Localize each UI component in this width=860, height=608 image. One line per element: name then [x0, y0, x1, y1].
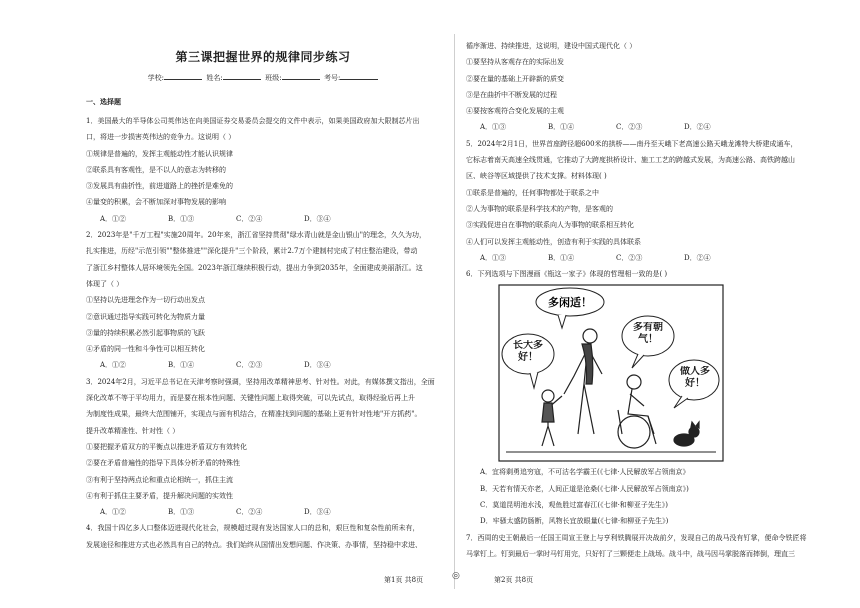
class-label: 班级:: [265, 74, 282, 82]
bubble-left-text: 长大多好！: [513, 340, 543, 364]
name-blank[interactable]: [223, 73, 261, 80]
option-line[interactable]: C．莫道昆明池水浅，观鱼胜过富春江(《七律·和柳亚子先生》): [480, 501, 669, 510]
option-a[interactable]: A．①②: [100, 214, 127, 223]
statement-line: ②意识通过指导实践可转化为物质力量: [86, 312, 205, 321]
statement-line: ④要按客观符合变化发展的主观: [466, 107, 564, 116]
question-line: 体现了（ ）: [86, 279, 124, 288]
statement-line: ④矛盾的同一性和斗争性可以相互转化: [86, 345, 205, 354]
exam-no-blank[interactable]: [340, 73, 378, 80]
question-line: 7．西周的史王朝最后一任国王周宣王登上与亨利铁腾展开决战前夕，发现自己的战马没有钉掌，便命令铁匠将: [466, 533, 807, 542]
family-cartoon: [498, 284, 724, 462]
option-d[interactable]: D．③④: [304, 508, 331, 517]
bubble-top-text: 多闲适！: [548, 296, 592, 310]
answer-options: [86, 504, 440, 520]
statement-line: ①坚持以先进理念作为一切行动出发点: [86, 296, 205, 305]
page-number-right: 第2页 共8页: [494, 576, 534, 584]
statement-line: ①要把握矛盾双方的平衡点以推进矛盾双方有效转化: [86, 442, 247, 451]
option-line[interactable]: A．宜将剩勇追穷寇，不可沽名学霸王(《七律·人民解放军占领南京》: [480, 468, 690, 477]
option-d[interactable]: D．③④: [304, 214, 331, 223]
option-b[interactable]: B．①④: [548, 123, 575, 132]
question-line: 深化改革不等于平均用力，而是要在根本性问题、关键性问题上取得突破，可以先试点，取得经验后再上升: [86, 394, 415, 403]
statement-line: ②人为事物的联系是科学技术的产物，是客观的: [466, 204, 613, 213]
option-d[interactable]: D．②④: [684, 253, 711, 262]
question-line: 提升改革精准性、针对性（ ）: [86, 426, 180, 435]
question-line: 5．2024年2月1日，世界首座跨径超600米的拱桥——南丹至天峨下老高速公路天峨龙滩特大桥建成通车，: [466, 139, 798, 148]
statement-line: ②联系具有客观性，是不以人的意志为转移的: [86, 165, 226, 174]
exam-no-label: 考号:: [324, 74, 341, 82]
school-label: 学校:: [147, 74, 164, 82]
bubble-mid-text: 多有朝气！: [633, 322, 663, 346]
question-line: 了浙江乡村整体人居环境领先全国。2023年浙江继续积极行动，提出力争到2035年，全面建成美丽浙江。这: [86, 263, 423, 272]
option-c[interactable]: C．②③: [236, 361, 263, 370]
answer-options: [466, 250, 822, 266]
option-c[interactable]: C．②④: [236, 508, 263, 517]
option-a[interactable]: A．①②: [100, 361, 127, 370]
option-c[interactable]: C．②④: [236, 214, 263, 223]
name-label: 姓名:: [206, 74, 223, 82]
student-info-row: [86, 73, 440, 83]
statement-line: ③实践促进自在事物的联系向人为事物的联系相互转化: [466, 221, 634, 230]
option-d[interactable]: D．③④: [304, 361, 331, 370]
question-line: 它标志着南天高速全线贯通，它推动了大跨度拱桥设计、施工工艺的跨越式发展，为高速公路、高铁跨越山: [466, 156, 795, 165]
right-page: [456, 0, 860, 608]
statement-line: ③是在曲折中不断发展的过程: [466, 90, 557, 99]
question-line: 循序渐进、持续推进，这说明，建设中国式现代化（ ）: [466, 42, 637, 50]
option-line[interactable]: D．牢骚太盛防肠断，风物长宜放眼量(《七律·和柳亚子先生》): [480, 517, 669, 526]
class-blank[interactable]: [282, 73, 320, 80]
statement-line: ④有利于抓住主要矛盾，提升解决问题的实效性: [86, 491, 233, 500]
binding-mark: ◎: [452, 571, 460, 581]
page-title: 第三课把握世界的规律同步练习: [175, 50, 351, 64]
option-b[interactable]: B．①③: [168, 508, 195, 517]
question-line: 1．美国最大的半导体公司英伟达在向美国证券交易委员会提交的文件中表示，如果美国政府加大限制芯片出: [86, 117, 420, 125]
statement-line: ③量的持续积累必然引起事物质的飞跃: [86, 328, 205, 337]
statement-line: ④人们可以发挥主观能动性，创造有利于实践的具体联系: [466, 237, 641, 246]
question-line: 马掌钉上。钉到最后一掌时马钉用完，只好钉了三颗便走上战场。战斗中，战马因马掌脱落而摔倒，理直三: [466, 549, 795, 558]
answer-options: [466, 119, 822, 135]
page-number-left: 第1页 共8页: [384, 576, 424, 584]
option-c[interactable]: C．②③: [616, 123, 643, 132]
statement-line: ②要在矛盾普遍性的指导下具体分析矛盾的特殊性: [86, 459, 240, 468]
question-line: 区、峡谷等区域提供了技术支撑。材料体现( ): [466, 172, 607, 181]
option-line[interactable]: B．天若有情天亦老，人间正道是沧桑(《七律·人民解放军占领南京》): [480, 484, 689, 493]
option-b[interactable]: B．①③: [168, 214, 195, 223]
question-line: 2．2023年是"千万工程"实施20周年。20年来，浙江省坚持贯彻"绿水青山就是金山银山"的理念，久久为功，: [86, 231, 426, 240]
question-line: 3．2024年2月，习近平总书记在天津考察时强调，坚持用改革精神思考、针对性。对此，有媒体撰文指出，全面: [86, 377, 435, 386]
question-line: 4．我国十四亿多人口整体迈进现代化社会，规模超过现有发达国家人口的总和，艰巨性和复杂性前所未有，: [86, 524, 420, 533]
question-line: 发展途径和推进方式也必然具有自己的特点。我们始终从国情出发想问题、作决策、办事情，坚持稳中求进、: [86, 540, 422, 549]
option-c[interactable]: C．②③: [616, 253, 643, 262]
option-a[interactable]: A．①③: [480, 123, 507, 132]
option-b[interactable]: B．①④: [168, 361, 195, 370]
question-line: 为制度性成果，最终大范围铺开，实现点与面有机结合，在精准找到问题的基础上更有针对性地"开方抓药"。: [86, 410, 422, 419]
statement-line: ③发展具有曲折性，前进道路上的挫折是难免的: [86, 182, 233, 191]
option-a[interactable]: A．①②: [100, 508, 127, 517]
statement-line: ②要在量的基础上开辟新的质变: [466, 74, 564, 83]
bubble-right-text: 做人多好！: [680, 366, 710, 390]
question-line: 扎实推进，历经"示范引领""整体推进""深化提升"三个阶段，累计2.7万个建制村完成了村庄整治建设，带动: [86, 247, 418, 256]
option-b[interactable]: B．①④: [548, 253, 575, 262]
question-line: 6．下列选项与下图漫画《瓶这一家子》体现的哲理相一致的是( ): [466, 270, 668, 279]
option-d[interactable]: D．②④: [684, 123, 711, 132]
statement-line: ①规律是普遍的，发挥主观能动性才能认识规律: [86, 149, 233, 158]
page-divider: [454, 34, 455, 589]
section-heading: 一、选择题: [86, 98, 121, 106]
option-a[interactable]: A．①③: [480, 253, 507, 262]
statement-line: ③有利于坚持两点论和重点论相统一，抓住主流: [86, 475, 233, 484]
statement-line: ①要坚持从客观存在的实际出发: [466, 58, 564, 67]
school-blank[interactable]: [164, 73, 202, 80]
answer-options: [86, 357, 440, 373]
statement-line: ①联系是普遍的，任何事物都处于联系之中: [466, 188, 599, 197]
question-line: 口，将进一步损害英伟达的竞争力。这说明（ ）: [86, 133, 236, 142]
statement-line: ④量变的积累，会不断加深对事物发展的影响: [86, 198, 226, 207]
answer-options: [86, 211, 440, 227]
